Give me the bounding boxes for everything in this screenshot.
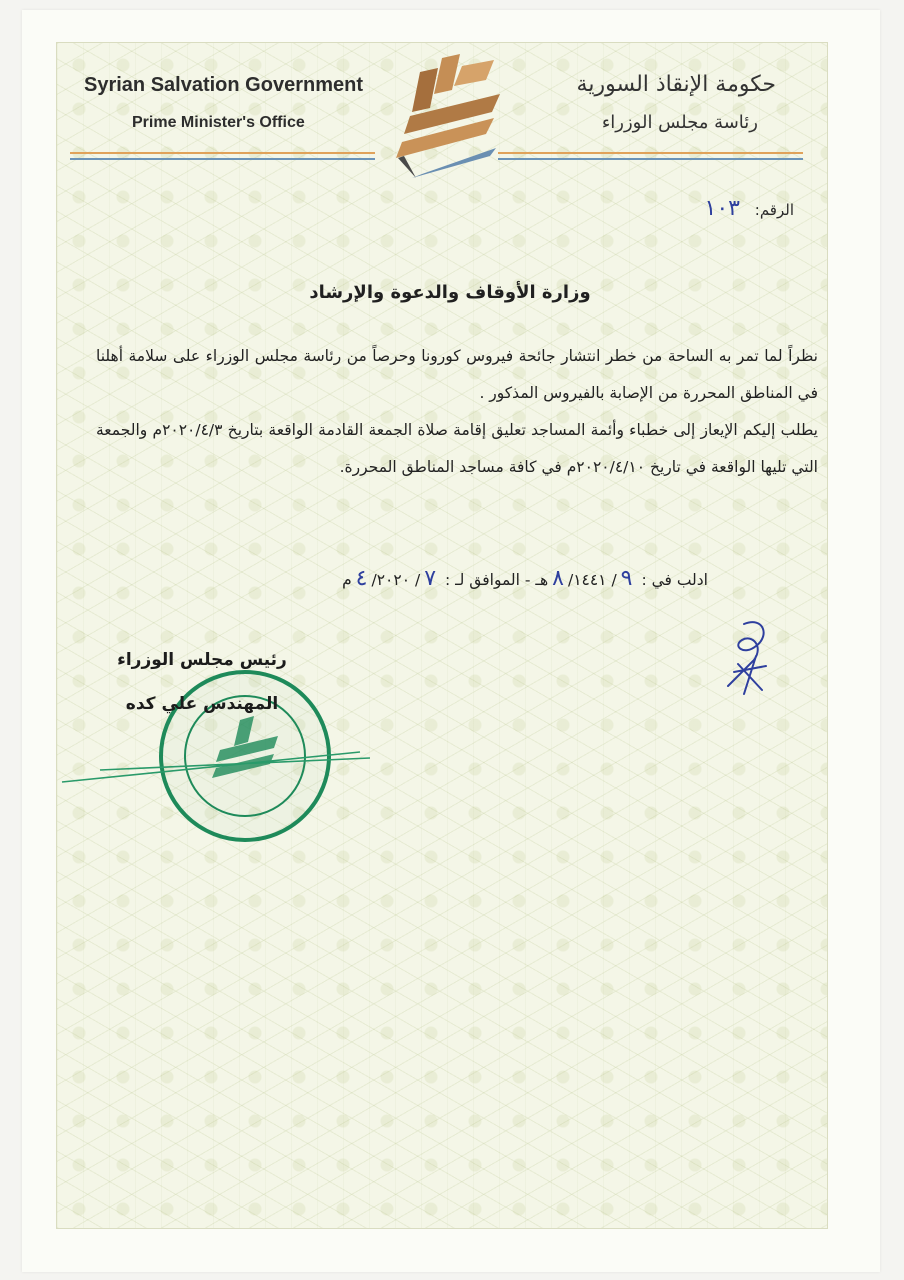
stamp-pen-stroke xyxy=(60,730,380,790)
gregorian-day: ٧ xyxy=(424,566,437,591)
header-english-subtitle: Prime Minister's Office xyxy=(132,114,305,131)
signatory-title: رئيس مجلس الوزراء xyxy=(117,650,287,670)
header-rule-right-blue xyxy=(498,158,803,160)
body-paragraph: نظراً لما تمر به الساحة من خطر انتشار جائحة فيروس كورونا وحرصاً من رئاسة مجلس الوزراء على سلامة أهلنا في المناطق المحررة من الإصابة بالفيروس المذكور . xyxy=(96,347,818,402)
dateline-separator: - xyxy=(524,571,531,589)
reference-number xyxy=(705,196,794,221)
reference-label: الرقم: xyxy=(754,201,794,219)
body-paragraph: يطلب إليكم الإيعاز إلى خطباء وأئمة المساجد تعليق إقامة صلاة الجمعة القادمة الواقعة بتاريخ ٢٠٢٠/٤/٣م والجمعة التي تليها الواقعة في تاريخ ٢٠٢٠/٤/١٠م في كافة مساجد المناطق المحررة. xyxy=(96,421,818,476)
corresponding-label: الموافق لـ : xyxy=(444,571,520,589)
header-arabic-subtitle: رئاسة مجلس الوزراء xyxy=(601,112,758,133)
header-rule-left-orange xyxy=(70,152,375,154)
letter-body xyxy=(96,338,818,486)
gregorian-year: ٢٠٢٠م xyxy=(342,571,411,589)
header-rule-left-blue xyxy=(70,158,375,160)
signatory-name: المهندس علي كده xyxy=(125,694,279,714)
dateline: ادلب في : ٩/ ٨ /١٤٤١هـ - الموافق لـ : ٧/ ٤ /٢٠٢٠م xyxy=(342,566,708,591)
reference-handwritten-number: ١٠٣ xyxy=(704,196,740,221)
header-rule-right-orange xyxy=(498,152,803,154)
handwritten-signature-icon xyxy=(704,616,784,696)
gregorian-month: ٤ xyxy=(355,566,368,591)
hijri-day: ٩ xyxy=(620,566,633,591)
government-logo-icon xyxy=(382,50,512,185)
hijri-year: ١٤٤١هـ xyxy=(535,571,607,589)
header-english-title: Syrian Salvation Government xyxy=(84,74,363,96)
dateline-prefix: ادلب في : xyxy=(641,571,708,589)
addressee-heading: وزارة الأوقاف والدعوة والإرشاد xyxy=(309,282,591,303)
header-arabic-title: حكومة الإنقاذ السورية xyxy=(576,72,776,97)
hijri-month: ٨ xyxy=(552,566,564,591)
